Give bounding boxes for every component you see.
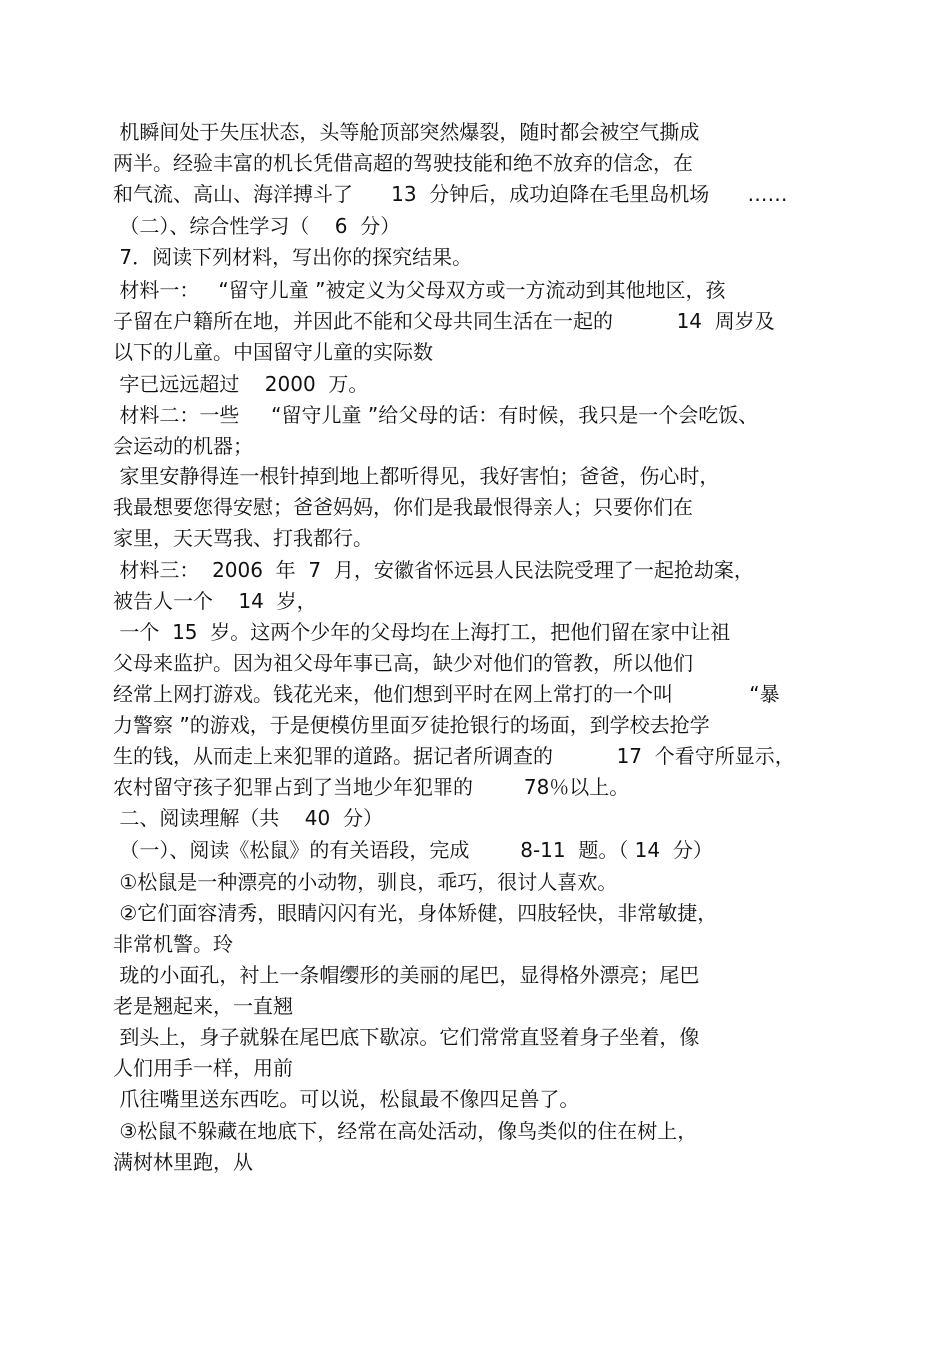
text-line: 被告人一个 14 岁， — [113, 589, 317, 613]
text-line: 农村留守孩子犯罪占到了当地少年犯罪的 78％以上。 — [113, 775, 630, 799]
text-line: 材料一： “留守儿童 ”被定义为父母双方或一方流动到其他地区，孩 — [113, 278, 726, 302]
text-line: 和气流、高山、海洋搏斗了 13 分钟后，成功迫降在毛里岛机场 …… — [113, 182, 788, 206]
text-line: 家里安静得连一根针掉到地上都听得见，我好害怕；爸爸，伤心时， — [113, 464, 720, 488]
text-line: 到头上，身子就躲在尾巴底下歇凉。它们常常直竖着身子坐着，像 — [113, 1025, 700, 1049]
text-line: 老是翘起来，一直翘 — [113, 994, 293, 1018]
text-line: 我最想要您得安慰；爸爸妈妈，你们是我最恨得亲人；只要你们在 — [113, 495, 693, 519]
text-line: ①松鼠是一种漂亮的小动物，驯良，乖巧，很讨人喜欢。 — [113, 870, 618, 894]
text-line: 非常机警。玲 — [113, 932, 233, 956]
text-line: 力警察 ”的游戏，于是便模仿里面歹徒抢银行的场面，到学校去抢学 — [113, 713, 710, 737]
section-heading: （二）、综合性学习（ 6 分） — [113, 214, 401, 238]
text-line: 生的钱，从而走上来犯罪的道路。据记者所调查的 17 个看守所显示， — [113, 744, 795, 768]
section-heading: 二、阅读理解（共 40 分） — [113, 806, 383, 830]
text-line: 材料三： 2006 年 7 月，安徽省怀远县人民法院受理了一起抢劫案， — [113, 558, 754, 582]
section-heading: （一）、阅读《松鼠》的有关语段，完成 8-11 题。（ 14 分） — [113, 838, 713, 862]
text-line: 一个 15 岁。这两个少年的父母均在上海打工，把他们留在家中让祖 — [113, 620, 731, 644]
text-line: 两半。经验丰富的机长凭借高超的驾驶技能和绝不放弃的信念，在 — [113, 151, 693, 175]
text-line: 家里，天天骂我、打我都行。 — [113, 526, 373, 550]
text-line: 材料二：一些 “留守儿童 ”给父母的话：有时候，我只是一个会吃饭、 — [113, 403, 759, 427]
text-line: 以下的儿童。中国留守儿童的实际数 — [113, 340, 433, 364]
text-line: ②它们面容清秀，眼睛闪闪有光，身体矫健，四肢轻快，非常敏捷， — [113, 901, 718, 925]
text-line: 满树林里跑，从 — [113, 1150, 253, 1174]
text-line: 父母来监护。因为祖父母年事已高，缺少对他们的管教，所以他们 — [113, 651, 693, 675]
text-line: 人们用手一样，用前 — [113, 1056, 293, 1080]
text-line: 会运动的机器； — [113, 434, 253, 458]
text-line: 爪往嘴里送东西吃。可以说，松鼠最不像四足兽了。 — [113, 1087, 580, 1111]
text-line: ③松鼠不躲藏在地底下，经常在高处活动，像鸟类似的住在树上， — [113, 1119, 698, 1143]
text-line: 珑的小面孔，衬上一条帽缨形的美丽的尾巴，显得格外漂亮；尾巴 — [113, 963, 700, 987]
text-line: 机瞬间处于失压状态，头等舱顶部突然爆裂，随时都会被空气撕成 — [113, 120, 700, 144]
question-text: 7．阅读下列材料，写出你的探究结果。 — [113, 245, 473, 269]
text-line: 经常上网打游戏。钱花光来，他们想到平时在网上常打的一个叫 “暴 — [113, 682, 780, 706]
text-line: 子留在户籍所在地，并因此不能和父母共同生活在一起的 14 周岁及 — [113, 309, 775, 333]
text-line: 字已远远超过 2000 万。 — [113, 372, 369, 396]
